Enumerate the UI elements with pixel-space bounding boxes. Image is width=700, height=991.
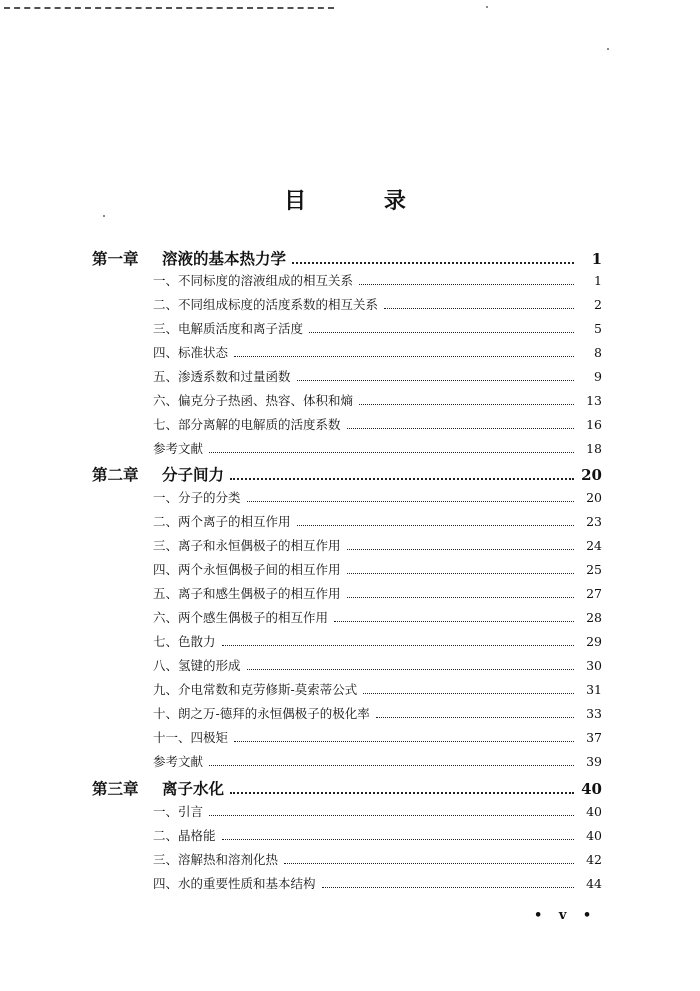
- page-number: 20: [586, 490, 602, 505]
- entry-title: 六、两个感生偶极子的相互作用: [153, 610, 329, 625]
- toc-entry[interactable]: [153, 367, 602, 385]
- dot-leader: [322, 886, 574, 888]
- toc-entry[interactable]: [153, 295, 602, 313]
- entry-title: 十、朗之万-德拜的永恒偶极子的极化率: [153, 706, 370, 721]
- chapter-title: 离子水化: [162, 779, 225, 798]
- page-number: 5: [594, 321, 602, 336]
- entry-title: 三、溶解热和溶剂化热: [153, 852, 279, 867]
- toc-entry[interactable]: [153, 608, 602, 626]
- toc-entry[interactable]: [153, 826, 602, 844]
- page-number: 16: [586, 417, 602, 432]
- entry-title: 七、色散力: [153, 634, 216, 649]
- toc-chapter-3[interactable]: [92, 777, 602, 799]
- toc-entry[interactable]: [153, 536, 602, 554]
- page-number: 37: [586, 730, 602, 745]
- page-number: 9: [594, 369, 602, 384]
- page-number: 31: [586, 682, 602, 697]
- page-number: 27: [586, 586, 602, 601]
- entry-title: 一、引言: [153, 804, 204, 819]
- entry-title: 一、不同标度的溶液组成的相互关系: [153, 273, 354, 288]
- entry-title: 二、不同组成标度的活度系数的相互关系: [153, 297, 379, 312]
- toc-entry[interactable]: [153, 874, 602, 892]
- page-number: 42: [586, 852, 602, 867]
- toc-entry[interactable]: [153, 415, 602, 433]
- entry-title: 一、分子的分类: [153, 490, 241, 505]
- page-number: 28: [586, 610, 602, 625]
- dot-leader: [230, 791, 574, 794]
- toc-entry[interactable]: [153, 752, 602, 770]
- page-number: 33: [586, 706, 602, 721]
- title-char-2: 录: [383, 188, 406, 214]
- page-number: 25: [586, 562, 602, 577]
- entry-title: 四、两个永恒偶极子间的相互作用: [153, 562, 341, 577]
- page-number: 8: [594, 345, 602, 360]
- chapter-number: 第三章: [92, 779, 139, 798]
- dot-leader: [297, 379, 574, 381]
- entry-title: 五、渗透系数和过量函数: [153, 369, 291, 384]
- toc-entry[interactable]: [153, 802, 602, 820]
- page-number: 39: [586, 754, 602, 769]
- entry-title: 参考文献: [153, 441, 204, 456]
- page-title: [0, 184, 690, 215]
- page-number: 13: [586, 393, 602, 408]
- entry-title: 八、氢键的形成: [153, 658, 241, 673]
- dot-leader: [230, 477, 574, 480]
- toc-entry[interactable]: [153, 343, 602, 361]
- scan-speck: [607, 48, 609, 50]
- dot-leader: [309, 331, 574, 333]
- dot-leader: [347, 548, 574, 550]
- dot-leader: [234, 355, 574, 357]
- dot-leader: [209, 764, 574, 766]
- page-number: 1: [591, 250, 602, 268]
- toc-entry[interactable]: [153, 656, 602, 674]
- dot-leader: [222, 644, 574, 646]
- toc-entry[interactable]: [153, 584, 602, 602]
- scan-artifact-dashes: [4, 7, 334, 9]
- page-number: 40: [586, 804, 602, 819]
- dot-leader: [384, 307, 574, 309]
- toc-chapter-1[interactable]: [92, 247, 602, 269]
- toc-entry[interactable]: [153, 728, 602, 746]
- page-number: 24: [586, 538, 602, 553]
- entry-title: 三、电解质活度和离子活度: [153, 321, 304, 336]
- toc-entry[interactable]: [153, 319, 602, 337]
- entry-title: 三、离子和永恒偶极子的相互作用: [153, 538, 341, 553]
- chapter-title: 分子间力: [162, 465, 225, 484]
- dot-leader: [347, 427, 574, 429]
- toc-entry[interactable]: [153, 488, 602, 506]
- chapter-number: 第二章: [92, 465, 139, 484]
- toc-entry[interactable]: [153, 850, 602, 868]
- toc-entry[interactable]: [153, 512, 602, 530]
- entry-title: 六、偏克分子热函、热容、体积和熵: [153, 393, 354, 408]
- page-number: 20: [581, 466, 602, 484]
- entry-title: 五、离子和感生偶极子的相互作用: [153, 586, 341, 601]
- dot-leader: [247, 668, 574, 670]
- dot-leader: [359, 283, 574, 285]
- dot-leader: [292, 261, 574, 264]
- entry-title: 四、标准状态: [153, 345, 229, 360]
- dot-leader: [359, 403, 574, 405]
- dot-leader: [247, 500, 574, 502]
- entry-title: 参考文献: [153, 754, 204, 769]
- page-number: 23: [586, 514, 602, 529]
- dot-leader: [297, 524, 574, 526]
- entry-title: 十一、四极矩: [153, 730, 229, 745]
- chapter-number: 第一章: [92, 249, 139, 268]
- toc-entry[interactable]: [153, 391, 602, 409]
- page-number: 29: [586, 634, 602, 649]
- page-number: 2: [594, 297, 602, 312]
- toc-entry[interactable]: [153, 704, 602, 722]
- toc-entry[interactable]: [153, 632, 602, 650]
- chapter-title: 溶液的基本热力学: [162, 249, 287, 268]
- toc-entry[interactable]: [153, 560, 602, 578]
- dot-leader: [376, 716, 574, 718]
- dot-leader: [209, 451, 574, 453]
- dot-leader: [347, 572, 574, 574]
- dot-leader: [222, 838, 574, 840]
- dot-leader: [234, 740, 574, 742]
- page-number: 18: [586, 441, 602, 456]
- scan-speck: [486, 6, 488, 8]
- dot-leader: [347, 596, 574, 598]
- toc-chapter-2[interactable]: [92, 463, 602, 485]
- dot-leader: [334, 620, 574, 622]
- entry-title: 九、介电常数和克劳修斯-莫索蒂公式: [153, 682, 358, 697]
- dot-leader: [363, 692, 574, 694]
- page-number: 1: [594, 273, 602, 288]
- entry-title: 四、水的重要性质和基本结构: [153, 876, 316, 891]
- page-number: 44: [586, 876, 602, 891]
- page-number: 40: [586, 828, 602, 843]
- page-number: 30: [586, 658, 602, 673]
- entry-title: 二、两个离子的相互作用: [153, 514, 291, 529]
- dot-leader: [209, 814, 574, 816]
- entry-title: 七、部分离解的电解质的活度系数: [153, 417, 341, 432]
- toc-entry[interactable]: [153, 271, 602, 289]
- page-folio: • v •: [534, 908, 598, 923]
- dot-leader: [284, 862, 574, 864]
- toc-entry[interactable]: [153, 439, 602, 457]
- page-number: 40: [581, 780, 602, 798]
- scan-speck: [103, 215, 105, 217]
- title-char-1: 目: [284, 188, 307, 214]
- toc-entry[interactable]: [153, 680, 602, 698]
- entry-title: 二、晶格能: [153, 828, 216, 843]
